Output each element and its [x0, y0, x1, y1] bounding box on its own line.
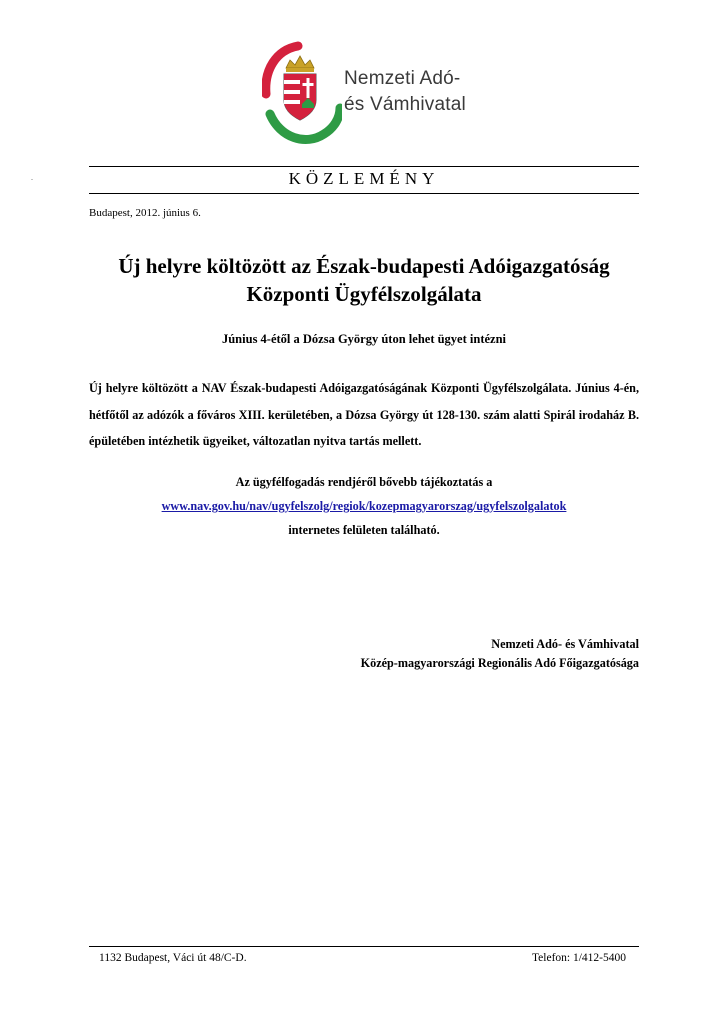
date-line: Budapest, 2012. június 6.	[89, 207, 201, 219]
info-line-1: Az ügyfélfogadás rendjéről bővebb tájékoztatás a	[235, 475, 493, 489]
signature-line-1: Nemzeti Adó- és Vámhivatal	[491, 637, 639, 651]
info-link[interactable]: www.nav.gov.hu/nav/ugyfelszolg/regiok/kozepmagyarorszag/ugyfelszolgalatok	[161, 499, 567, 513]
nav-logo	[262, 38, 482, 150]
title-line-2: Központi Ügyfélszolgálata	[246, 282, 482, 306]
logo-line-2: és Vámhivatal	[344, 94, 466, 115]
header-top-rule	[89, 166, 639, 167]
footer-phone: Telefon: 1/412-5400	[531, 952, 626, 964]
footer-address: 1132 Budapest, Váci út 48/C-D.	[99, 952, 247, 964]
body-paragraph: Új helyre költözött a NAV Észak-budapesti Adóigazgatóságának Központi Ügyfélszolgálata. Június 4-én, hétfőtől az adózók a főváros XIII. kerületében, a Dózsa György út 128-130. szám alatti Spirál irodaház B. épületében intézhetik ügyeiket, változatlan nyitva tartás mellett.	[89, 381, 639, 448]
page-title	[89, 252, 639, 308]
info-link-row	[89, 499, 639, 514]
signature-line-2: Közép-magyarországi Regionális Adó Főigazgatósága	[360, 656, 639, 670]
footer-rule	[89, 946, 639, 947]
info-line-3: internetes felületen található.	[288, 523, 440, 537]
subtitle: Június 4-étől a Dózsa György úton lehet ügyet intézni	[221, 332, 507, 346]
logo-line-1: Nemzeti Adó-	[344, 68, 461, 89]
announcement-header: KÖZLEMÉNY	[288, 169, 440, 188]
signature-block	[300, 635, 639, 673]
nav-crest-logo-icon	[262, 38, 342, 150]
margin-dot: .	[31, 173, 33, 182]
header-bottom-rule	[89, 193, 639, 194]
title-line-1: Új helyre költözött az Észak-budapesti Adóigazgatóság	[118, 254, 610, 278]
